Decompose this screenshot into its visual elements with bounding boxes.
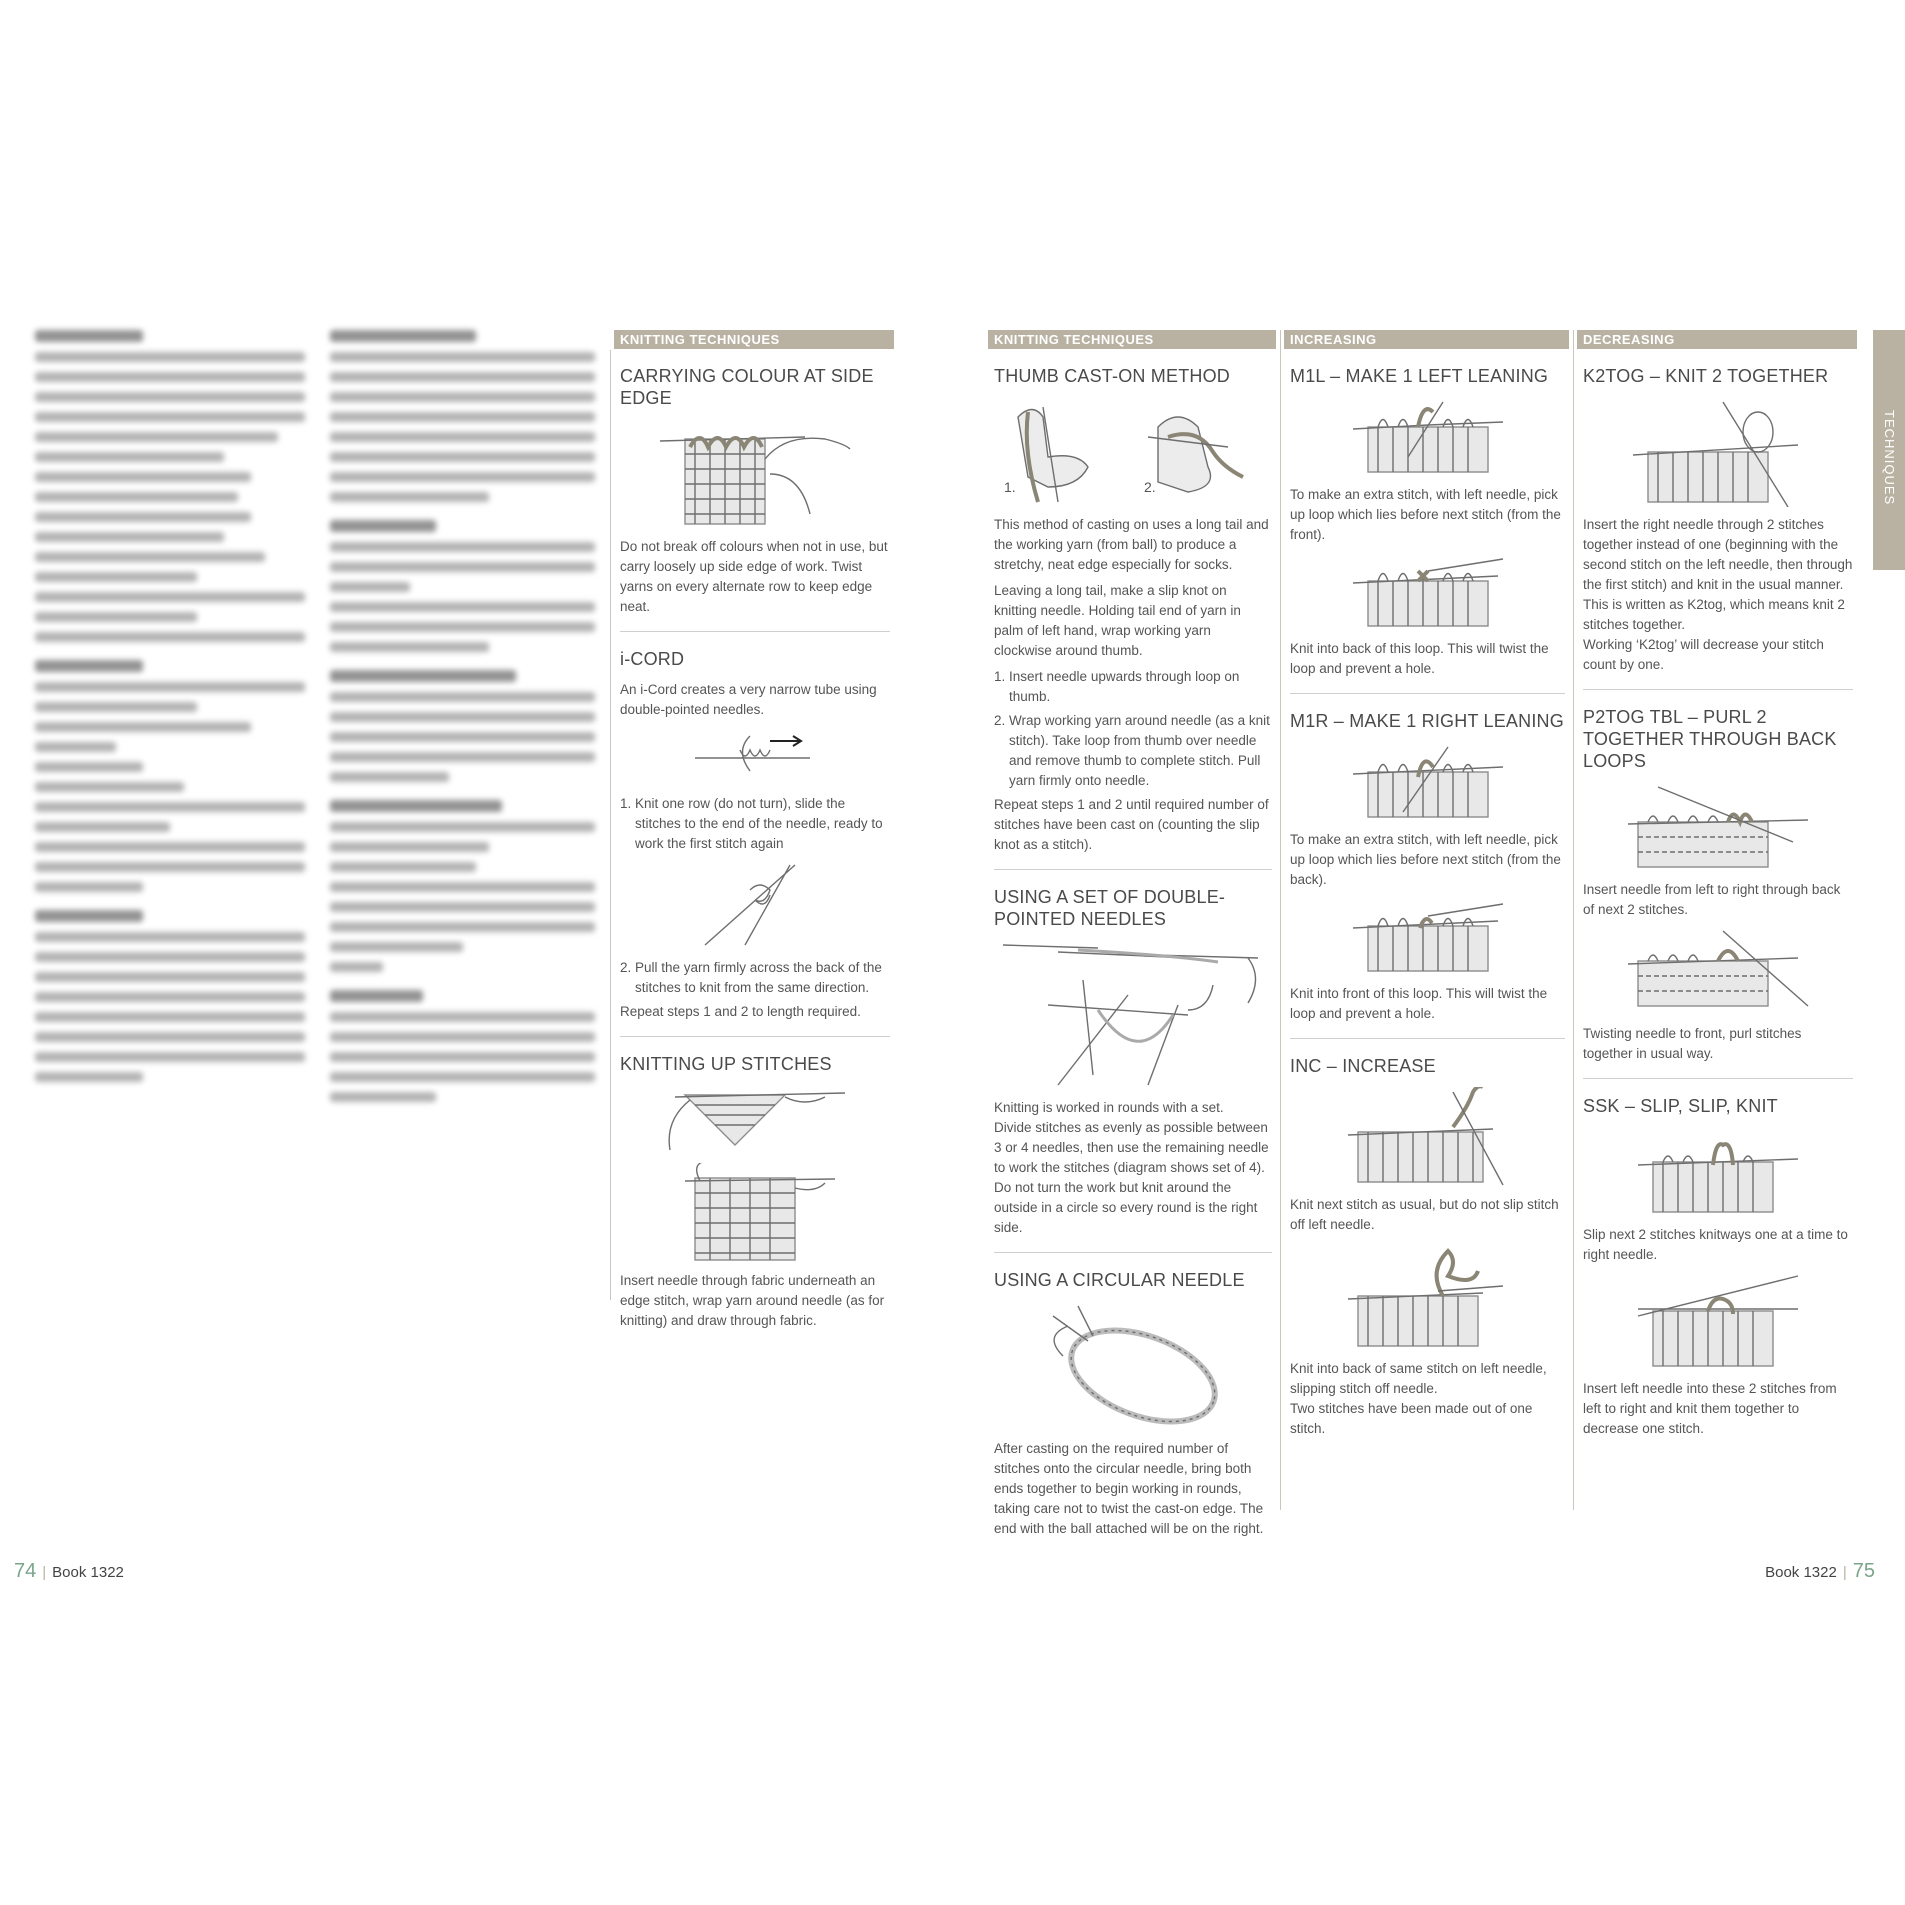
column-knitting-techniques-left bbox=[614, 330, 894, 1337]
i-cord-diagram-1 bbox=[685, 726, 825, 786]
heading-double-pointed-needles: USING A SET OF DOUBLE-POINTED NEEDLES bbox=[994, 887, 1226, 929]
m1l-p1: To make an extra stitch, with left needle, pick up loop which lies before next stitch (from the front). bbox=[1290, 487, 1561, 542]
i-cord-step-1: 1. Knit one row (do not turn), slide the stitches to the end of the needle, ready to work the first stitch again bbox=[620, 796, 883, 851]
inc-p2: Knit into back of same stitch on left needle, slipping stitch off needle. bbox=[1290, 1361, 1547, 1396]
column-decreasing bbox=[1577, 330, 1857, 1445]
m1r-p1: To make an extra stitch, with left needle, pick up loop which lies before next stitch (from the back). bbox=[1290, 832, 1561, 887]
left-page-number: 74 bbox=[14, 1560, 37, 1582]
column-knitting-techniques-right bbox=[988, 330, 1276, 1545]
side-tab-label: TECHNIQUES bbox=[1882, 410, 1897, 506]
column-increasing bbox=[1284, 330, 1569, 1445]
heading-ssk: SSK – SLIP, SLIP, KNIT bbox=[1583, 1096, 1778, 1116]
left-book-label: Book 1322 bbox=[52, 1564, 124, 1581]
section-band: KNITTING TECHNIQUES bbox=[614, 330, 894, 349]
fig-label-2: 2. bbox=[1144, 479, 1156, 495]
inc-p1: Knit next stitch as usual, but do not slip stitch off left needle. bbox=[1290, 1197, 1559, 1232]
dpn-p1: Knitting is worked in rounds with a set. bbox=[994, 1100, 1224, 1115]
blurred-text-column-1 bbox=[35, 330, 305, 1092]
k2tog-diagram bbox=[1628, 397, 1808, 507]
k2tog-p1: Insert the right needle through 2 stitches together instead of one (beginning with the second stitch on the left needle, then through the first stitch) and knit in the usual manner. This is written as K2tog, which means knit 2 stitches together. bbox=[1583, 517, 1853, 632]
p2tog-tbl-diagram-2 bbox=[1623, 926, 1813, 1016]
m1r-diagram-1 bbox=[1348, 742, 1508, 822]
heading-i-cord: i-CORD bbox=[620, 649, 685, 669]
inc-diagram-1 bbox=[1343, 1087, 1513, 1187]
right-folio: Book 1322 | 75 bbox=[1765, 1560, 1875, 1582]
knitting-up-text: Insert needle through fabric underneath an edge stitch, wrap yarn around needle (as for knitting) and draw through fabric. bbox=[620, 1273, 885, 1328]
blurred-text-column-2 bbox=[330, 330, 595, 1112]
i-cord-repeat: Repeat steps 1 and 2 to length required. bbox=[620, 1004, 861, 1019]
heading-p2tog-tbl: P2TOG TBL – PURL 2 TOGETHER THROUGH BACK LOOPS bbox=[1583, 707, 1837, 771]
p2tog-tbl-diagram-1 bbox=[1623, 782, 1813, 872]
heading-m1l: M1L – MAKE 1 LEFT LEANING bbox=[1290, 366, 1549, 386]
thumb-cast-on-diagram bbox=[998, 397, 1268, 507]
circular-needle-text: After casting on the required number of stitches onto the circular needle, bring both ends together to begin working in rounds, taking care not to twist the cast-on edge. The end with the ball attached will be on the right. bbox=[994, 1441, 1264, 1536]
m1l-diagram-1 bbox=[1348, 397, 1508, 477]
m1r-p2: Knit into front of this loop. This will twist the loop and prevent a hole. bbox=[1290, 986, 1548, 1021]
thumb-cast-on-p1: This method of casting on uses a long tail and the working yarn (from ball) to produce a stretchy, neat edge especially for socks. bbox=[994, 517, 1269, 572]
ssk-p1: Slip next 2 stitches knitways one at a time to right needle. bbox=[1583, 1227, 1848, 1262]
heading-inc: INC – INCREASE bbox=[1290, 1056, 1436, 1076]
heading-m1r: M1R – MAKE 1 RIGHT LEANING bbox=[1290, 711, 1564, 731]
p2tog-tbl-p1: Insert needle from left to right through back of next 2 stitches. bbox=[1583, 882, 1841, 917]
dpn-p2: Divide stitches as evenly as possible between 3 or 4 needles, then use the remaining needle to work the stitches (diagram shows set of 4). Do not turn the work but knit around the outside in a circle so every round is the right side. bbox=[994, 1120, 1269, 1235]
circular-needle-diagram bbox=[1033, 1301, 1233, 1431]
fig-label-1: 1. bbox=[1004, 479, 1016, 495]
k2tog-p2: Working ‘K2tog’ will decrease your stitch count by one. bbox=[1583, 637, 1824, 672]
heading-carrying-colour: CARRYING COLOUR AT SIDE EDGE bbox=[620, 366, 874, 408]
carrying-colour-diagram bbox=[655, 419, 855, 529]
heading-k2tog: K2TOG – KNIT 2 TOGETHER bbox=[1583, 366, 1829, 386]
i-cord-intro: An i-Cord creates a very narrow tube using double-pointed needles. bbox=[620, 682, 877, 717]
inc-diagram-2 bbox=[1343, 1241, 1513, 1351]
section-band: DECREASING bbox=[1577, 330, 1857, 349]
heading-thumb-cast-on: THUMB CAST-ON METHOD bbox=[994, 366, 1230, 386]
m1l-diagram-2 bbox=[1348, 551, 1508, 631]
inc-p3: Two stitches have been made out of one stitch. bbox=[1290, 1401, 1533, 1436]
section-band: KNITTING TECHNIQUES bbox=[988, 330, 1276, 349]
ssk-diagram-2 bbox=[1633, 1271, 1803, 1371]
p2tog-tbl-p2: Twisting needle to front, purl stitches together in usual way. bbox=[1583, 1026, 1802, 1061]
i-cord-step-2: 2. Pull the yarn firmly across the back of the stitches to knit from the same direction. bbox=[620, 960, 882, 995]
i-cord-diagram-2 bbox=[685, 860, 825, 950]
m1l-p2: Knit into back of this loop. This will twist the loop and prevent a hole. bbox=[1290, 641, 1549, 676]
thumb-cast-on-p2: Leaving a long tail, make a slip knot on knitting needle. Holding tail end of yarn in palm of left hand, wrap working yarn clockwise around thumb. bbox=[994, 583, 1241, 658]
m1r-diagram-2 bbox=[1348, 896, 1508, 976]
left-folio: 74 | Book 1322 bbox=[14, 1560, 124, 1582]
right-page-number: 75 bbox=[1852, 1560, 1875, 1582]
carrying-colour-text: Do not break off colours when not in use, but carry loosely up side edge of work. Twist yarns on every alternate row to keep edge neat. bbox=[620, 539, 888, 614]
knitting-up-diagram-1 bbox=[655, 1085, 855, 1155]
double-pointed-needles-diagram bbox=[998, 940, 1268, 1090]
heading-knitting-up-stitches: KNITTING UP STITCHES bbox=[620, 1054, 832, 1074]
ssk-diagram-1 bbox=[1633, 1127, 1803, 1217]
section-band: INCREASING bbox=[1284, 330, 1569, 349]
thumb-cast-on-step-1: 1. Insert needle upwards through loop on thumb. bbox=[994, 669, 1240, 704]
heading-circular-needle: USING A CIRCULAR NEEDLE bbox=[994, 1270, 1245, 1290]
thumb-cast-on-step-2: 2. Wrap working yarn around needle (as a knit stitch). Take loop from thumb over needle and remove thumb to complete stitch. Pull yarn firmly onto needle. bbox=[994, 713, 1270, 788]
ssk-p2: Insert left needle into these 2 stitches from left to right and knit them together to decrease one stitch. bbox=[1583, 1381, 1837, 1436]
right-book-label: Book 1322 bbox=[1765, 1564, 1837, 1581]
techniques-side-tab bbox=[1873, 330, 1905, 570]
knitting-up-diagram-2 bbox=[655, 1163, 855, 1263]
thumb-cast-on-p3: Repeat steps 1 and 2 until required number of stitches have been cast on (counting the slip knot as a stitch). bbox=[994, 797, 1269, 852]
